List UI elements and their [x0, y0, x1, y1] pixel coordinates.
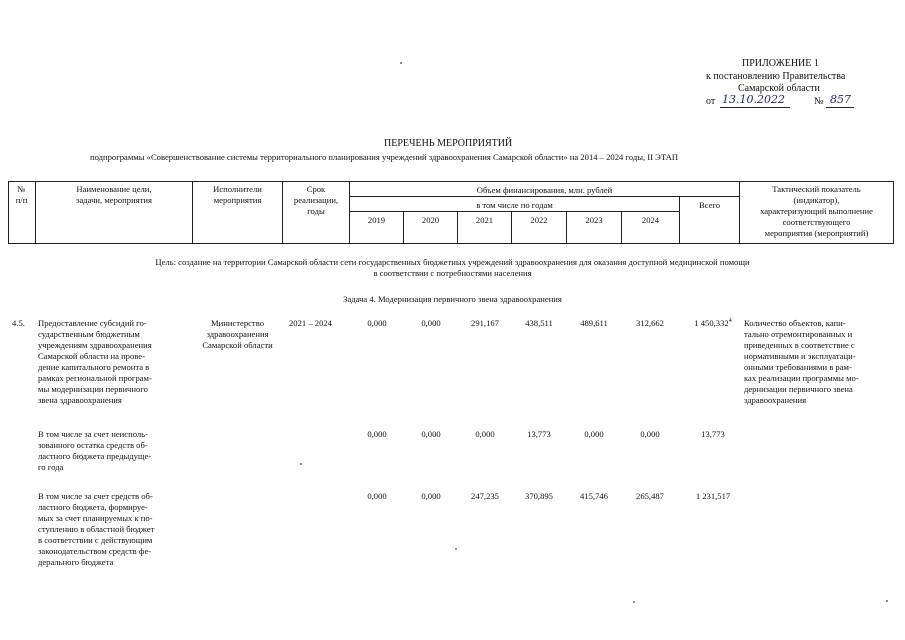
row-name-line: законодательством средств фе- — [38, 546, 152, 556]
row-value-2020: 0,000 — [421, 491, 441, 501]
row-value-2023: 0,000 — [584, 429, 604, 439]
appendix-date-value: 13.10.2022 — [722, 93, 785, 106]
appendix-title: ПРИЛОЖЕНИЕ 1 — [742, 58, 819, 69]
row-indicator-line: нормативными и эксплуатаци- — [744, 351, 856, 361]
header-year-2022: 2022 — [530, 215, 548, 225]
document-subtitle: подпрограммы «Совершенствование системы территориального планирования учреждений здравоохранения Самарской области» на 2014 – 2024 годы, II ЭТАП — [90, 152, 679, 162]
header-indicator-line-4: соответствующего — [782, 217, 851, 227]
row-value-2020: 0,000 — [421, 429, 441, 439]
scan-speck — [633, 601, 635, 603]
header-name-line-2: задачи, мероприятия — [76, 195, 152, 205]
header-num-line-2: п/п — [15, 195, 28, 205]
row-name-line: В том числе за счет неисполь- — [38, 429, 148, 439]
header-year-2023: 2023 — [585, 215, 603, 225]
row-value-2021: 0,000 — [475, 429, 495, 439]
row-name-line: мых за счет планируемых к по- — [38, 513, 153, 523]
row-indicator-line: дернизации первичного звена — [744, 384, 853, 394]
row-executor — [193, 318, 282, 351]
header-term-line-3: годы — [307, 206, 325, 216]
goal-line-2: в соответствии с потребностями населения — [373, 268, 532, 278]
row-name-line: го года — [38, 462, 64, 472]
appendix-number-prefix: № — [814, 96, 824, 107]
header-indicator-line-1: Тактический показатель — [772, 184, 861, 194]
header-financing: Объем финансирования, млн. рублей — [476, 185, 613, 195]
header-indicator-line-3: характеризующий выполнение — [760, 206, 873, 216]
row-number: 4.5. — [12, 318, 25, 328]
row-value-2021: 291,167 — [471, 318, 499, 328]
row-value-2021: 247,235 — [471, 491, 499, 501]
row-executor-line: Министерство — [211, 318, 264, 328]
header-executors-line-1: Исполнители — [213, 184, 262, 194]
header-year-2019: 2019 — [367, 215, 386, 225]
appendix-line-2: Самарской области — [738, 83, 820, 94]
row-value-2024: 312,662 — [636, 318, 664, 328]
row-total: 1 231,517 — [695, 491, 731, 501]
header-year-2024: 2024 — [641, 215, 660, 225]
date-underline — [720, 107, 790, 108]
appendix-line-1: к постановлению Правительства — [706, 71, 846, 82]
header-by-years: в том числе по годам — [476, 200, 553, 210]
row-value-2024: 0,000 — [640, 429, 660, 439]
row-name-line: В том числе за счет средств об- — [38, 491, 153, 501]
row-name — [38, 491, 186, 568]
row-name-line: сударственным бюджетным — [38, 329, 140, 339]
row-value-2019: 0,000 — [367, 318, 387, 328]
row-total: 13,773 — [701, 429, 725, 439]
row-value-2022: 438,511 — [525, 318, 553, 328]
header-term-line-1: Срок — [306, 184, 326, 194]
row-name-line: зованного остатка средств об- — [38, 440, 148, 450]
header-indicator-line-5: мероприятия (мероприятий) — [764, 228, 869, 238]
row-indicator-line: здравоохранения — [744, 395, 807, 405]
row-value-2022: 13,773 — [527, 429, 551, 439]
row-name-line: ластного бюджета, формируе- — [38, 502, 148, 512]
header-year-2021: 2021 — [475, 215, 494, 225]
row-name-line: ластного бюджета предыдуще- — [38, 451, 152, 461]
row-value-2023: 415,746 — [580, 491, 608, 501]
row-value-2023: 489,611 — [580, 318, 608, 328]
document-title: ПЕРЕЧЕНЬ МЕРОПРИЯТИЙ — [384, 138, 513, 149]
task-title: Задача 4. Модернизация первичного звена здравоохранения — [343, 294, 562, 304]
header-total: Всего — [698, 200, 721, 210]
row-executor-line: здравоохранения — [206, 329, 269, 339]
row-name-line: в соответствии с действующим — [38, 535, 153, 545]
number-underline — [826, 107, 854, 108]
row-total-footnote: 4 — [728, 318, 732, 325]
row-name-line: учреждениям здравоохранения — [38, 340, 152, 350]
scan-speck — [886, 600, 888, 602]
row-total-value: 1 450,332 — [694, 318, 729, 328]
header-executors-line-2: мероприятия — [213, 195, 262, 205]
row-name-line: звена здравоохранения — [38, 395, 122, 405]
goal-line-1: Цель: создание на территории Самарской области сети государственных бюджетных учреждений здравоохранения для оказания доступной медицинской помощи — [155, 257, 750, 267]
row-value-2022: 370,895 — [525, 491, 553, 501]
row-value-2024: 265,487 — [636, 491, 664, 501]
header-term-line-2: реализации, — [293, 195, 339, 205]
scan-speck — [400, 62, 402, 64]
row-term: 2021 – 2024 — [289, 318, 332, 328]
row-name-line: ступлению в областной бюджет — [38, 524, 155, 534]
row-executor-line: Самарской области — [202, 340, 273, 350]
appendix-date-prefix: от — [706, 96, 716, 107]
row-name-line: дерального бюджета — [38, 557, 114, 567]
row-name — [38, 318, 186, 406]
row-total — [683, 318, 743, 328]
row-value-2019: 0,000 — [367, 491, 387, 501]
row-name-line: Предоставление субсидий го- — [38, 318, 147, 328]
row-name — [38, 429, 186, 473]
row-indicator-line: тально отремонтированных и — [744, 329, 853, 339]
row-value-2020: 0,000 — [421, 318, 441, 328]
appendix-number-value: 857 — [830, 93, 851, 106]
row-indicator — [744, 318, 892, 406]
scan-speck — [455, 548, 457, 550]
row-name-line: мы модернизации первичного — [38, 384, 148, 394]
scan-speck — [300, 463, 302, 465]
row-indicator-line: приведенных в соответствие с — [744, 340, 855, 350]
row-indicator-line: онными требованиями в рам- — [744, 362, 852, 372]
header-num-line-1: № — [17, 184, 26, 194]
row-name-line: Самарской области на прове- — [38, 351, 145, 361]
row-indicator-line: ках реализации программы мо- — [744, 373, 859, 383]
row-indicator-line: Количество объектов, капи- — [744, 318, 846, 328]
header-name-line-1: Наименование цели, — [76, 184, 152, 194]
header-year-2020: 2020 — [421, 215, 440, 225]
row-value-2019: 0,000 — [367, 429, 387, 439]
row-name-line: дение капитального ремонта в — [38, 362, 150, 372]
header-indicator-line-2: (индикатор), — [793, 195, 840, 205]
row-name-line: рамках региональной програм- — [38, 373, 152, 383]
